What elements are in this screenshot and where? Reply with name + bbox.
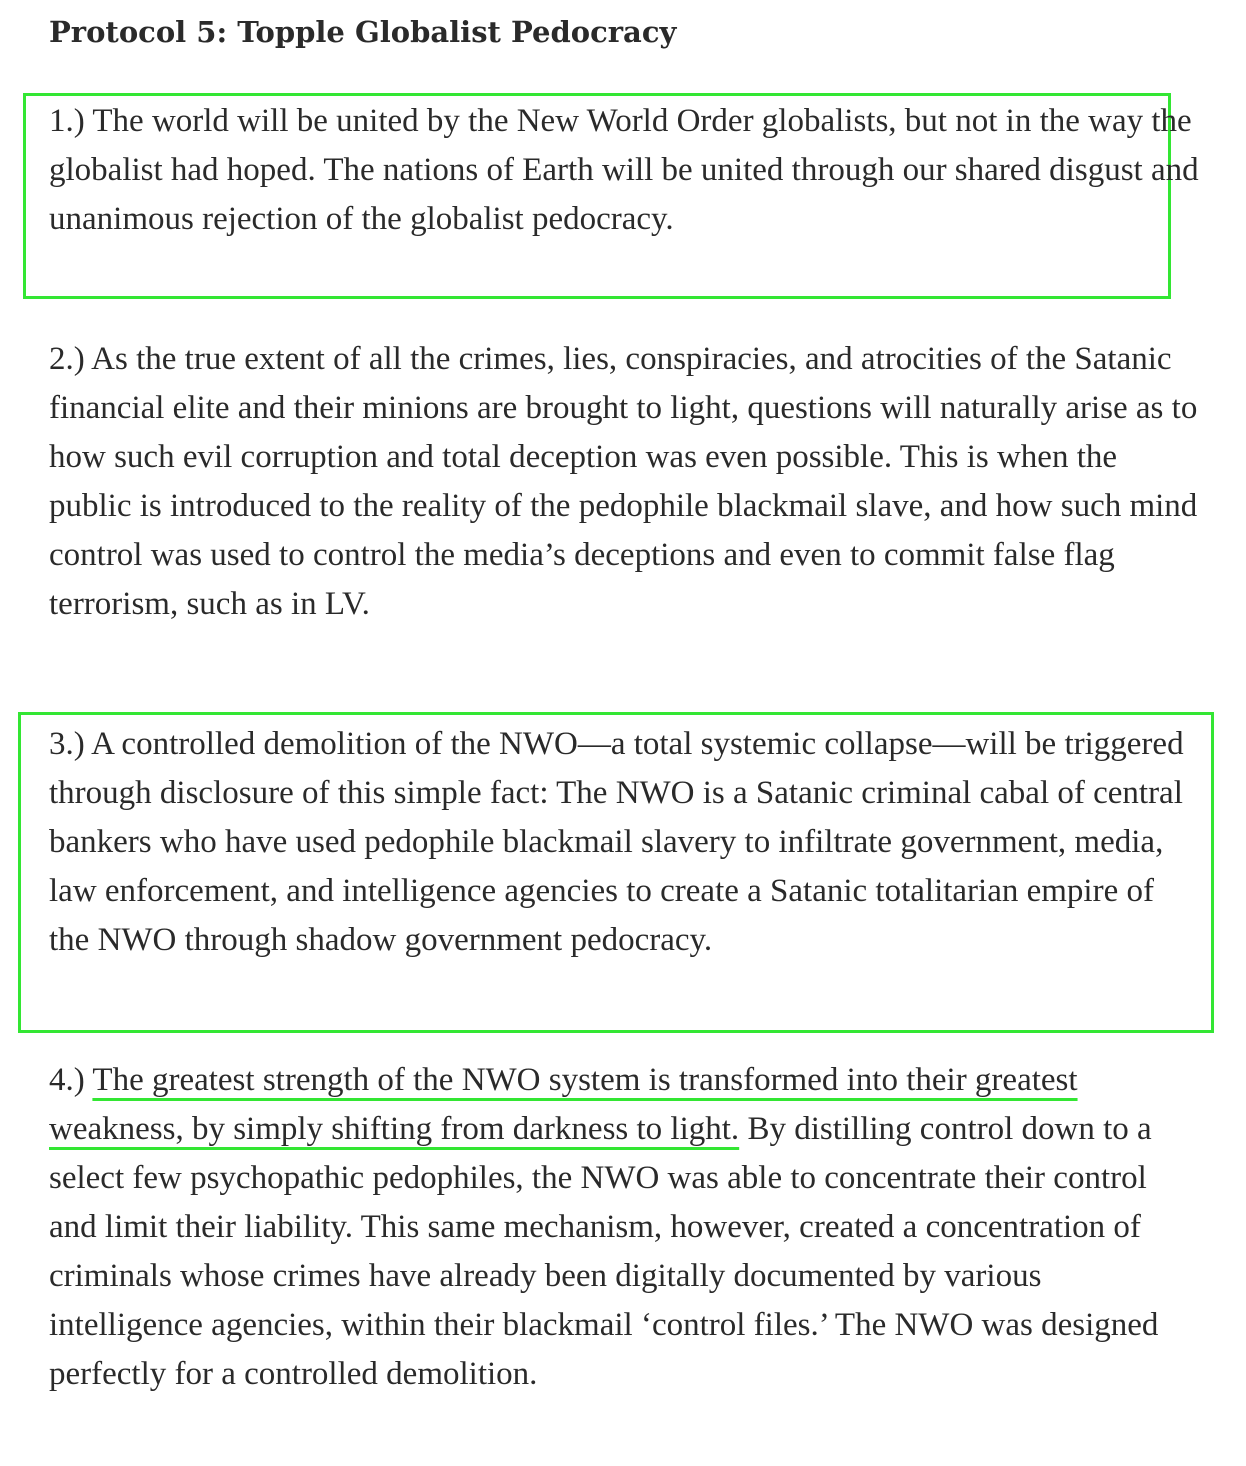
section-heading: Protocol 5: Topple Globalist Pedocracy [49,15,677,49]
paragraph-4-underlined-sentence: The greatest strength of the NWO system is transformed into their greatest weakness, by simply shifting from darkness to light. [49,1062,1078,1147]
paragraph-1: 1.) The world will be united by the New World Order globalists, but not in the way the globalist had hoped. The nations of Earth will be united through our shared disgust and unanimous rejection of the globalist pedocracy. [49,103,1199,237]
paragraph-4-number: 4.) [49,1062,93,1098]
paragraph-3: 3.) A controlled demolition of the NWO—a total systemic collapse—will be triggered through disclosure of this simple fact: The NWO is a Satanic criminal cabal of central bankers who have used pedophile blackmail slavery to infiltrate government, media, law enforcement, and intelligence agencies to create a Satanic totalitarian empire of the NWO through shadow government pedocracy. [49,726,1184,958]
paragraph-2: 2.) As the true extent of all the crimes, lies, conspiracies, and atrocities of the Satanic financial elite and their minions are brought to light, questions will naturally arise as to how such evil corruption and total deception was even possible. This is when the public is introduced to the reality of the pedophile blackmail slave, and how such mind control was used to control the media’s deceptions and even to commit false flag terrorism, such as in LV. [49,341,1198,622]
paragraph-4-remainder: By distilling control down to a select few psychopathic pedophiles, the NWO was able to concentrate their control and limit their liability. This same mechanism, however, created a concentration of criminals whose crimes have already been digitally documented by various intelligence agencies, within their blackmail ‘control files.’ The NWO was designed perfectly for a controlled demolition. [49,1111,1159,1392]
paragraph-4 [49,1056,1199,1399]
